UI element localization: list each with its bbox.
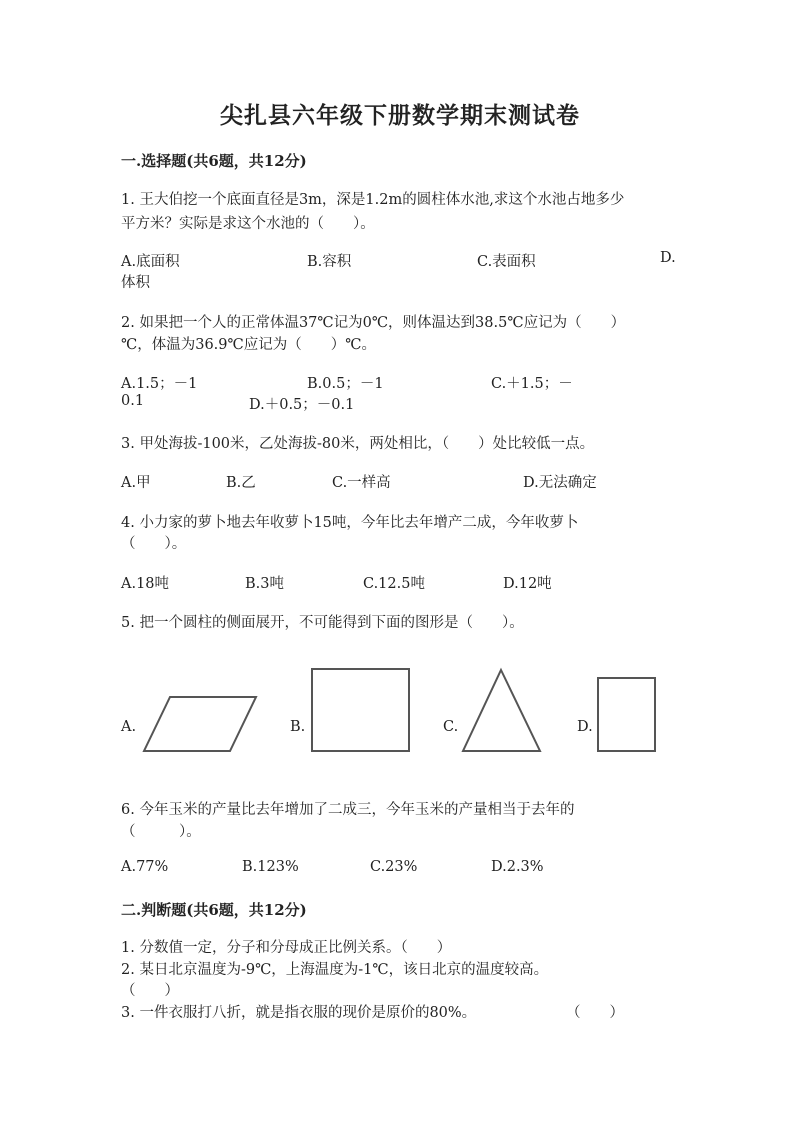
q2-option-c-wrap: 0.1: [121, 393, 145, 409]
q4-option-c[interactable]: C.12.5吨: [363, 576, 425, 592]
q6-option-b[interactable]: B.123%: [242, 859, 299, 875]
question-1-line-1: 1. 王大伯挖一个底面直径是3m，深是1.2m的圆柱体水池,求这个水池占地多少: [121, 192, 625, 208]
judgement-3-blank[interactable]: （ ）: [566, 1005, 624, 1021]
q2-option-a[interactable]: A.1.5；－1: [121, 376, 198, 392]
triangle-shape: [462, 668, 542, 754]
question-1-line-2: 平方米？实际是求这个水池的（ ）。: [121, 216, 375, 232]
question-2-line-2: ℃，体温为36.9℃应记为（ ）℃。: [121, 337, 376, 353]
q3-option-c[interactable]: C.一样高: [332, 475, 391, 491]
q5-option-a[interactable]: A.: [121, 719, 137, 735]
q3-option-d[interactable]: D.无法确定: [523, 475, 597, 491]
judgement-2-line-2: （ ）: [121, 983, 179, 999]
q1-option-d[interactable]: D.: [660, 250, 676, 266]
q3-option-a[interactable]: A.甲: [121, 475, 151, 491]
judgement-2-line-1: 2. 某日北京温度为-9℃，上海温度为-1℃，该日北京的温度较高。: [121, 962, 549, 978]
square-shape: [311, 668, 411, 752]
q1-option-d-wrap: 体积: [121, 275, 150, 291]
q6-option-d[interactable]: D.2.3%: [491, 859, 544, 875]
q4-option-a[interactable]: A.18吨: [121, 576, 170, 592]
q6-option-a[interactable]: A.77%: [121, 859, 169, 875]
question-5: 5. 把一个圆柱的侧面展开，不可能得到下面的图形是（ ）。: [121, 615, 524, 631]
q5-option-b[interactable]: B.: [290, 719, 306, 735]
q1-option-a[interactable]: A.底面积: [121, 254, 180, 270]
q4-option-b[interactable]: B.3吨: [245, 576, 284, 592]
question-6-line-2: （ ）。: [121, 824, 201, 840]
section-heading-choice: 一.选择题(共6题，共12分): [121, 152, 307, 170]
judgement-3: 3. 一件衣服打八折，就是指衣服的现价是原价的80%。: [121, 1005, 477, 1021]
q2-option-c[interactable]: C.＋1.5；－: [491, 376, 573, 392]
rectangle-shape: [597, 677, 657, 753]
q3-option-b[interactable]: B.乙: [226, 475, 256, 491]
question-3: 3. 甲处海拔-100米，乙处海拔-80米，两处相比，（ ）处比较低一点。: [121, 436, 595, 452]
parallelogram-shape: [142, 696, 258, 752]
q5-option-c[interactable]: C.: [443, 719, 459, 735]
q6-option-c[interactable]: C.23%: [370, 859, 418, 875]
question-6-line-1: 6. 今年玉米的产量比去年增加了二成三，今年玉米的产量相当于去年的: [121, 802, 575, 818]
q2-option-d[interactable]: D.＋0.5；－0.1: [249, 397, 355, 413]
section-heading-judgement: 二.判断题(共6题，共12分): [121, 901, 307, 919]
question-4-line-2: （ ）。: [121, 536, 187, 552]
q1-option-b[interactable]: B.容积: [307, 254, 352, 270]
q2-option-b[interactable]: B.0.5；－1: [307, 376, 384, 392]
page-title: 尖扎县六年级下册数学期末测试卷: [220, 102, 580, 129]
judgement-1: 1. 分数值一定，分子和分母成正比例关系。（ ）: [121, 940, 452, 956]
question-2-line-1: 2. 如果把一个人的正常体温37℃记为0℃，则体温达到38.5℃应记为（ ）: [121, 315, 626, 331]
question-4-line-1: 4. 小力家的萝卜地去年收萝卜15吨，今年比去年增产二成，今年收萝卜: [121, 515, 579, 531]
q4-option-d[interactable]: D.12吨: [503, 576, 552, 592]
q1-option-c[interactable]: C.表面积: [477, 254, 536, 270]
q5-option-d[interactable]: D.: [577, 719, 593, 735]
